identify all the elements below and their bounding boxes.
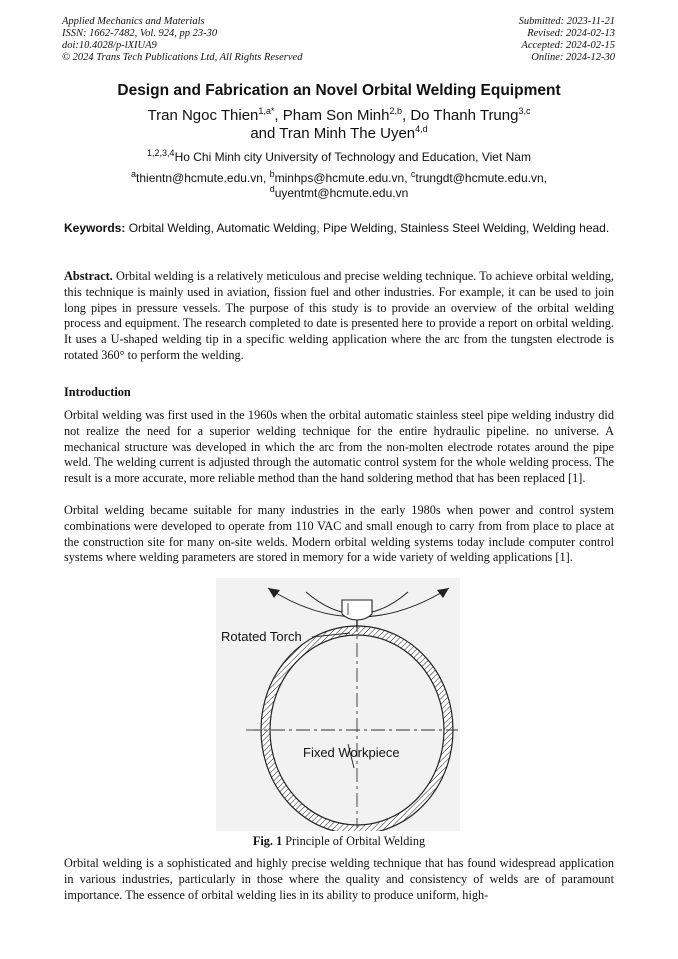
date-accepted: Accepted: 2024-02-15: [521, 40, 615, 51]
date-submitted: Submitted: 2023-11-21: [518, 16, 615, 27]
workpiece-label: Fixed Workpiece: [303, 745, 400, 760]
journal-issn: ISSN: 1662-7482, Vol. 924, pp 23-30: [62, 28, 218, 39]
author-2-sup: 2,b: [389, 106, 402, 116]
affiliation-sup: 1,2,3,4: [147, 148, 175, 158]
author-2: , Pham Son Minh: [274, 107, 390, 124]
figure-caption-label: Fig. 1: [252, 834, 283, 848]
journal-name: Applied Mechanics and Materials: [62, 16, 205, 27]
abstract: [64, 269, 614, 364]
author-1: Tran Ngoc Thien: [147, 107, 259, 124]
section-heading-introduction: Introduction: [64, 385, 131, 399]
date-online: Online: 2024-12-30: [531, 52, 615, 63]
figure-caption: [0, 834, 678, 849]
paper-title: Design and Fabrication an Novel Orbital Welding Equipment: [117, 82, 561, 99]
orbital-welding-diagram: [216, 578, 460, 831]
email-b-sup: b: [269, 169, 275, 179]
author-4: and Tran Minh The Uyen: [250, 125, 416, 142]
email-d: uyentmt@hcmute.edu.vn: [274, 186, 409, 200]
intro-paragraph-2: Orbital welding became suitable for many industries in the early 1980s when power and control system combinations were developed to operate from 110 VAC and small enough to carry from from place to place at the construction site for many on-site welds. Modern orbital welding systems today include computer control systems where welding parameters are stored in memory for a wide variety of welding applications [1].: [64, 503, 614, 565]
author-list: [0, 107, 678, 143]
email-c: trungdt@hcmute.edu.vn,: [415, 171, 547, 185]
author-emails: [100, 171, 578, 201]
keywords-text: Orbital Welding, Automatic Welding, Pipe Welding, Stainless Steel Welding, Welding head.: [125, 221, 610, 235]
keywords: [64, 221, 614, 235]
author-4-sup: 4,d: [415, 124, 428, 134]
journal-header-left: [62, 16, 302, 64]
figure-caption-text: Principle of Orbital Welding: [282, 834, 426, 848]
journal-copyright: © 2024 Trans Tech Publications Ltd, All Rights Reserved: [62, 52, 303, 63]
rotation-arrow-left: [268, 588, 280, 598]
date-revised: Revised: 2024-02-13: [527, 28, 615, 39]
torch-label: Rotated Torch: [221, 629, 302, 644]
email-a: thientn@hcmute.edu.vn,: [136, 171, 270, 185]
abstract-label: Abstract.: [64, 269, 113, 283]
email-d-sup: d: [269, 184, 275, 194]
torch-head: [342, 600, 372, 620]
email-b: minhps@hcmute.edu.vn,: [274, 171, 411, 185]
journal-doi: doi:10.4028/p-lXIUA9: [62, 40, 157, 51]
rotation-arrow-right: [437, 588, 449, 598]
figure-orbital-welding: [216, 578, 460, 831]
author-1-sup: 1,a*: [258, 106, 275, 116]
keywords-label: Keywords:: [64, 221, 126, 235]
intro-paragraph-3: Orbital welding is a sophisticated and highly precise welding technique that has found widespread application in various industries, particularly in those where the quality and consistency of welds are of paramount importance. The essence of orbital welding lies in its ability to produce uniform, high-: [64, 856, 614, 902]
email-c-sup: c: [410, 169, 416, 179]
affiliation: [0, 150, 678, 164]
journal-header-right: [519, 16, 615, 64]
abstract-text: Orbital welding is a relatively meticulous and precise welding technique. To achieve orbital welding, this technique is mainly used in aviation, fission fuel and other industries. For example, it can be used to join long pipes in pressure vessels. The purpose of this study is to provide an overview of the orbital welding process and equipment. The research completed to date is presented here to provide a report on orbital welding. It uses a U-shaped welding tip in a specific welding application where the arc from the tungsten electrode is rotated 360° to perform the welding.: [64, 269, 614, 362]
email-a-sup: a: [131, 169, 137, 179]
author-3-sup: 3,c: [518, 106, 531, 116]
intro-paragraph-1: Orbital welding was first used in the 1960s when the orbital automatic stainless steel pipe welding industry did not realize the need for a superior welding technique for the entire hydraulic pipeline. no universe. A mechanical structure was developed in which the arc from the non-molten electrode rotates around the pipe weld. The welding current is adjusted through the automatic control system for the whole welding process. The result is a more accurate, more reliable method than the hand soldering method that has been replaced [1].: [64, 408, 614, 486]
author-3: , Do Thanh Trung: [402, 107, 519, 124]
affiliation-text: Ho Chi Minh city University of Technology and Education, Viet Nam: [174, 150, 531, 164]
